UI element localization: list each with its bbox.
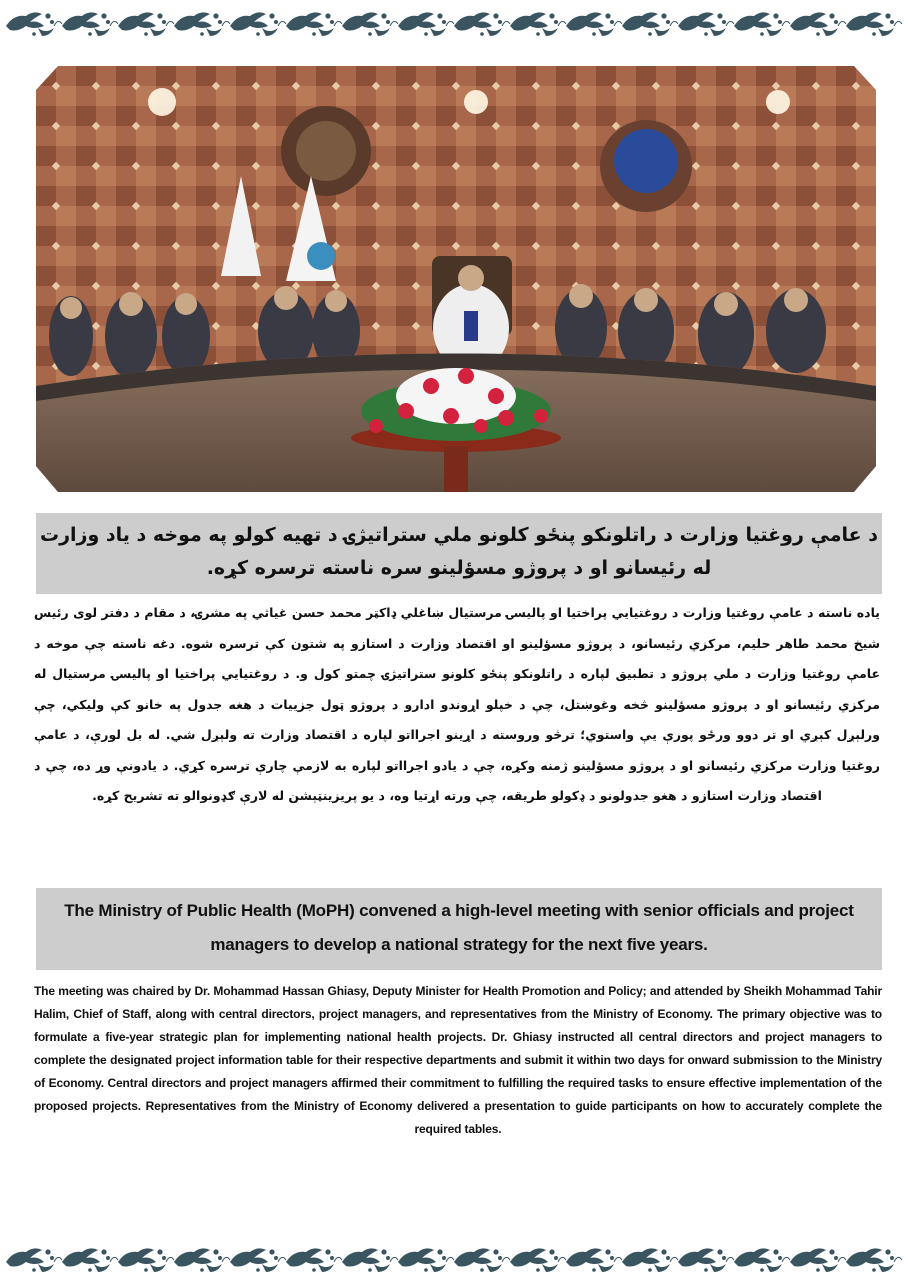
english-headline: The Ministry of Public Health (MoPH) convened a high-level meeting with senior officials and project managers to develop a national strategy for the next five years.	[36, 888, 882, 970]
pashto-body-text: یاده ناسته د عامې روغتیا وزارت د روغتیايي پراختیا او پالیسۍ مرستیال ښاغلي ډاکټر محمد حسن غیاثي په مشرۍ، د مقام د دفتر لوی رئیس شیخ محمد طاهر حلیم، مرکزي رئیسانو، د پروژو مسؤلینو او اقتصاد وزارت د استازو په شتون کې ترسره شوه. دغه ناسته چې موخه د عامې روغتیا وزارت د ملي پروژو د تطبیق لپاره د راتلونکو پنځو کلونو ستراتیژۍ چمتو کول و. د روغتیايي پراختیا او پالیسۍ مرستیال له مرکزي رئیسانو او د پروژو مسؤلینو څخه وغوښتل، چې د خپلو اړوندو ادارو د پروژو ټول جزییات د هغه جدول په خانو کې ولیکي، چې ورلېږل کېږي او تر دوو ورځو پورې یې واستوي؛ ترڅو وروسته د اړینو اجرااتو لپاره د اقتصاد وزارت ته ولېږل شي. له بل لورې، د عامې روغتیا وزارت مرکزي رئیسانو او د پروژو مسؤلینو ژمنه وکړه، چې د یادو اجرااتو لپاره به لازمې چارې ترسره کړي. د یادونې وړ ده، چې د اقتصاد وزارت استازو د هغو جدولونو د ډکولو طریقه، چې ورته اړتیا وه، د یو پریزینټېشن له لارې ګډونوالو ته تشریح کړه.	[34, 605, 880, 803]
vine-border-icon	[0, 4, 908, 40]
top-ornamental-border	[0, 4, 908, 40]
pashto-headline: د عامې روغتیا وزارت د راتلونکو پنځو کلونو ملي ستراتیژۍ د تهیه کولو په موخه د یاد وزارت له رئیسانو او د پروژو مسؤلینو سره ناسته ترسره کړه.	[36, 513, 882, 594]
vine-border-icon	[0, 1240, 908, 1276]
bottom-ornamental-border	[0, 1240, 908, 1276]
english-body-text: The meeting was chaired by Dr. Mohammad Hassan Ghiasy, Deputy Minister for Health Promotion and Policy; and attended by Sheikh Mohammad Tahir Halim, Chief of Staff, along with central directors, project managers, and representatives from the Ministry of Economy. The primary objective was to formulate a five-year strategic plan for implementing national health projects. Dr. Ghiasy instructed all central directors and project managers to complete the designated project information table for their respective departments and submit it within two days for onward submission to the Ministry of Economy. Central directors and project managers affirmed their commitment to fulfilling the required tasks to ensure effective implementation of the proposed projects. Representatives from the Ministry of Economy delivered a presentation to guide participants on how to accurately complete the required tables.	[34, 984, 882, 1136]
meeting-photo	[36, 66, 876, 492]
photo-illustration	[36, 66, 876, 492]
